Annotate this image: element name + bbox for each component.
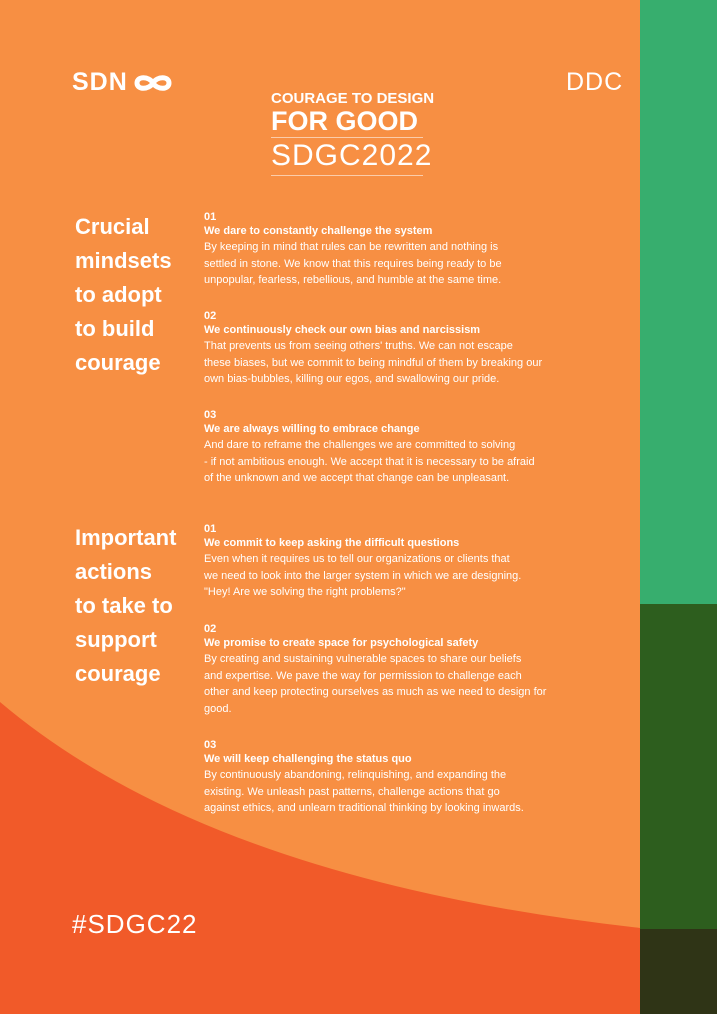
body-line: - if not ambitious enough. We accept that it is necessary to be afraid <box>204 455 535 468</box>
action-item-02 <box>204 622 574 717</box>
section-heading-mindsets <box>75 210 195 380</box>
heading-line: actions <box>75 559 153 584</box>
item-title: We dare to constantly challenge the system <box>204 225 433 237</box>
body-line: By creating and sustaining vulnerable spaces to share our beliefs <box>204 653 522 665</box>
event-year-title: SDGC2022 <box>271 139 433 172</box>
item-body <box>204 338 574 388</box>
body-line: "Hey! Are we solving the right problems?" <box>204 586 406 598</box>
body-line: And dare to reframe the challenges we are committed to solving <box>204 439 516 451</box>
item-number: 03 <box>204 739 217 751</box>
title-line-2: FOR GOOD <box>271 106 418 136</box>
event-hashtag: #SDGC22 <box>72 909 198 939</box>
mindset-item-03 <box>204 408 574 487</box>
section-heading-actions <box>75 521 195 691</box>
item-body <box>204 651 574 717</box>
side-band-green <box>640 0 717 604</box>
sdn-logo-text: SDN <box>72 68 128 96</box>
title-line-1: COURAGE TO DESIGN <box>271 90 435 107</box>
heading-line: courage <box>75 350 161 375</box>
title-divider-bottom <box>271 175 423 176</box>
item-number: 03 <box>204 409 217 421</box>
item-number: 02 <box>204 623 217 635</box>
side-band-dark-green <box>640 604 717 929</box>
body-line: unpopular, fearless, rebellious, and humble at the same time. <box>204 274 502 286</box>
item-number: 01 <box>204 523 217 535</box>
heading-line: courage <box>75 661 161 686</box>
body-line: existing. We unleash past patterns, challenge actions that go <box>204 785 500 798</box>
body-line: Even when it requires us to tell our organizations or clients that <box>204 553 510 565</box>
body-line: settled in stone. We know that this requires being ready to be <box>204 257 502 270</box>
body-line: own bias-bubbles, killing our egos, and swallowing our pride. <box>204 373 500 385</box>
side-band-olive <box>640 929 717 1014</box>
item-title: We promise to create space for psychological safety <box>204 637 479 649</box>
item-body <box>204 437 574 487</box>
body-line: other and keep protecting ourselves as much as we need to design for <box>204 686 547 698</box>
item-title: We commit to keep asking the difficult questions <box>204 537 460 549</box>
heading-line: to build <box>75 316 155 341</box>
heading-line: Crucial <box>75 214 150 239</box>
item-title: We are always willing to embrace change <box>204 423 420 435</box>
heading-line: to take to <box>75 593 173 618</box>
heading-line: support <box>75 627 157 652</box>
item-body <box>204 551 574 601</box>
mindset-item-01 <box>204 210 574 289</box>
item-title: We will keep challenging the status quo <box>204 753 412 765</box>
body-line: we need to look into the larger system in which we are designing. <box>204 569 522 582</box>
item-number: 01 <box>204 211 217 223</box>
body-line: That prevents us from seeing others' truths. We can not escape <box>204 340 513 352</box>
action-item-01 <box>204 522 574 601</box>
action-item-03 <box>204 738 574 817</box>
ddc-logo: DDC <box>566 68 624 96</box>
sdn-logo <box>72 68 174 97</box>
mindset-item-02 <box>204 309 574 388</box>
event-title-block <box>271 90 435 177</box>
body-line: good. <box>204 702 232 715</box>
heading-line: mindsets <box>75 248 172 273</box>
heading-line: Important <box>75 525 177 550</box>
body-line: these biases, but we commit to being mindful of them by breaking our <box>204 356 543 369</box>
item-title: We continuously check our own bias and narcissism <box>204 324 481 336</box>
heading-line: to adopt <box>75 282 162 307</box>
body-line: of the unknown and we accept that change can be unpleasant. <box>204 472 510 484</box>
item-number: 02 <box>204 310 217 322</box>
body-line: against ethics, and unlearn traditional thinking by looking inwards. <box>204 802 524 814</box>
infinity-icon <box>132 72 174 94</box>
item-body <box>204 239 574 289</box>
title-divider <box>271 137 423 138</box>
body-line: By continuously abandoning, relinquishing, and expanding the <box>204 769 507 781</box>
body-line: By keeping in mind that rules can be rewritten and nothing is <box>204 241 499 253</box>
item-body <box>204 767 574 817</box>
body-line: and expertise. We pave the way for permission to challenge each <box>204 669 522 682</box>
